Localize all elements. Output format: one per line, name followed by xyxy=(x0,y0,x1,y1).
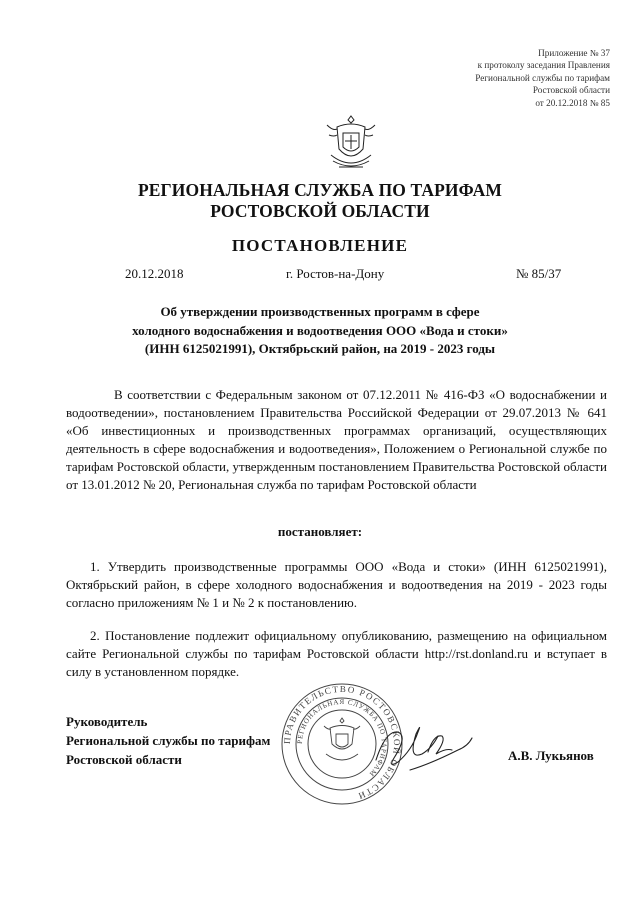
annex-line: Приложение № 37 xyxy=(538,48,610,58)
annex-line: от 20.12.2018 № 85 xyxy=(535,97,610,108)
org-name-line2: РОСТОВСКОЙ ОБЛАСТИ xyxy=(210,201,430,221)
decree-item-2: 2. Постановление подлежит официальному опубликованию, размещению на официальном сайте Региональной службы по тарифам Ростовской области http://rst.donland.ru и вступает в силу в установленном порядке. xyxy=(66,628,607,679)
annex-line: Региональной службы по тарифам xyxy=(475,72,610,83)
annex-note xyxy=(350,47,610,109)
signatory-line: Руководитель xyxy=(66,714,148,729)
seal-outer-text: ПРАВИТЕЛЬСТВО РОСТОВСКОЙ ОБЛАСТИ xyxy=(281,683,403,802)
decree-word: постановляет: xyxy=(277,524,363,539)
org-name-line1: РЕГИОНАЛЬНАЯ СЛУЖБА ПО ТАРИФАМ xyxy=(137,180,502,200)
annex-line: Ростовской области xyxy=(532,85,610,96)
seal-inner-text: РЕГИОНАЛЬНАЯ СЛУЖБА ПО ТАРИФАМ xyxy=(295,697,389,779)
subject-line: Об утверждении производственных программ в сфере xyxy=(160,304,480,319)
signatory-line: Ростовской области xyxy=(66,752,182,767)
document-city: г. Ростов-на-Дону xyxy=(286,266,385,281)
signatory-title xyxy=(66,712,270,769)
document-title: ПОСТАНОВЛЕНИЕ xyxy=(231,236,409,255)
document-date: 20.12.2018 xyxy=(125,266,184,281)
document-number: № 85/37 xyxy=(516,266,562,281)
subject-line: холодного водоснабжения и водоотведения ООО «Вода и стоки» xyxy=(132,322,508,338)
coat-of-arms-icon xyxy=(323,113,379,173)
preamble-paragraph: В соответствии с Федеральным законом от 07.12.2011 № 416-ФЗ «О водоснабжении и водоотведении», постановлением Правительства Российской Федерации от 29.07.2013 № 641 «Об инвестиционных и производственных программах организаций, осуществляющих деятельность в сфере водоснабжения и водоотведения», Положением о Региональной службе по тарифам Ростовской области, утвержденным постановлением Правительства Ростовской области от 13.01.2012 № 20, Региональная служба по тарифам Ростовской области xyxy=(66,387,607,492)
annex-line: к протоколу заседания Правления xyxy=(477,60,610,71)
subject-line: (ИНН 6125021991), Октябрьский район, на 2019 - 2023 годы xyxy=(144,341,496,356)
document-subject xyxy=(0,303,640,359)
handwritten-signature-icon xyxy=(370,712,480,782)
decree-item-1: 1. Утвердить производственные программы ООО «Вода и стоки» (ИНН 6125021991), Октябрьский район, в сфере холодного водоснабжения и водоотведения на 2019 - 2023 годы согласно приложениям № 1 и № 2 к постановлению. xyxy=(66,559,607,610)
signatory-name: А.В. Лукьянов xyxy=(508,748,594,763)
signatory-line: Региональной службы по тарифам xyxy=(66,733,271,748)
